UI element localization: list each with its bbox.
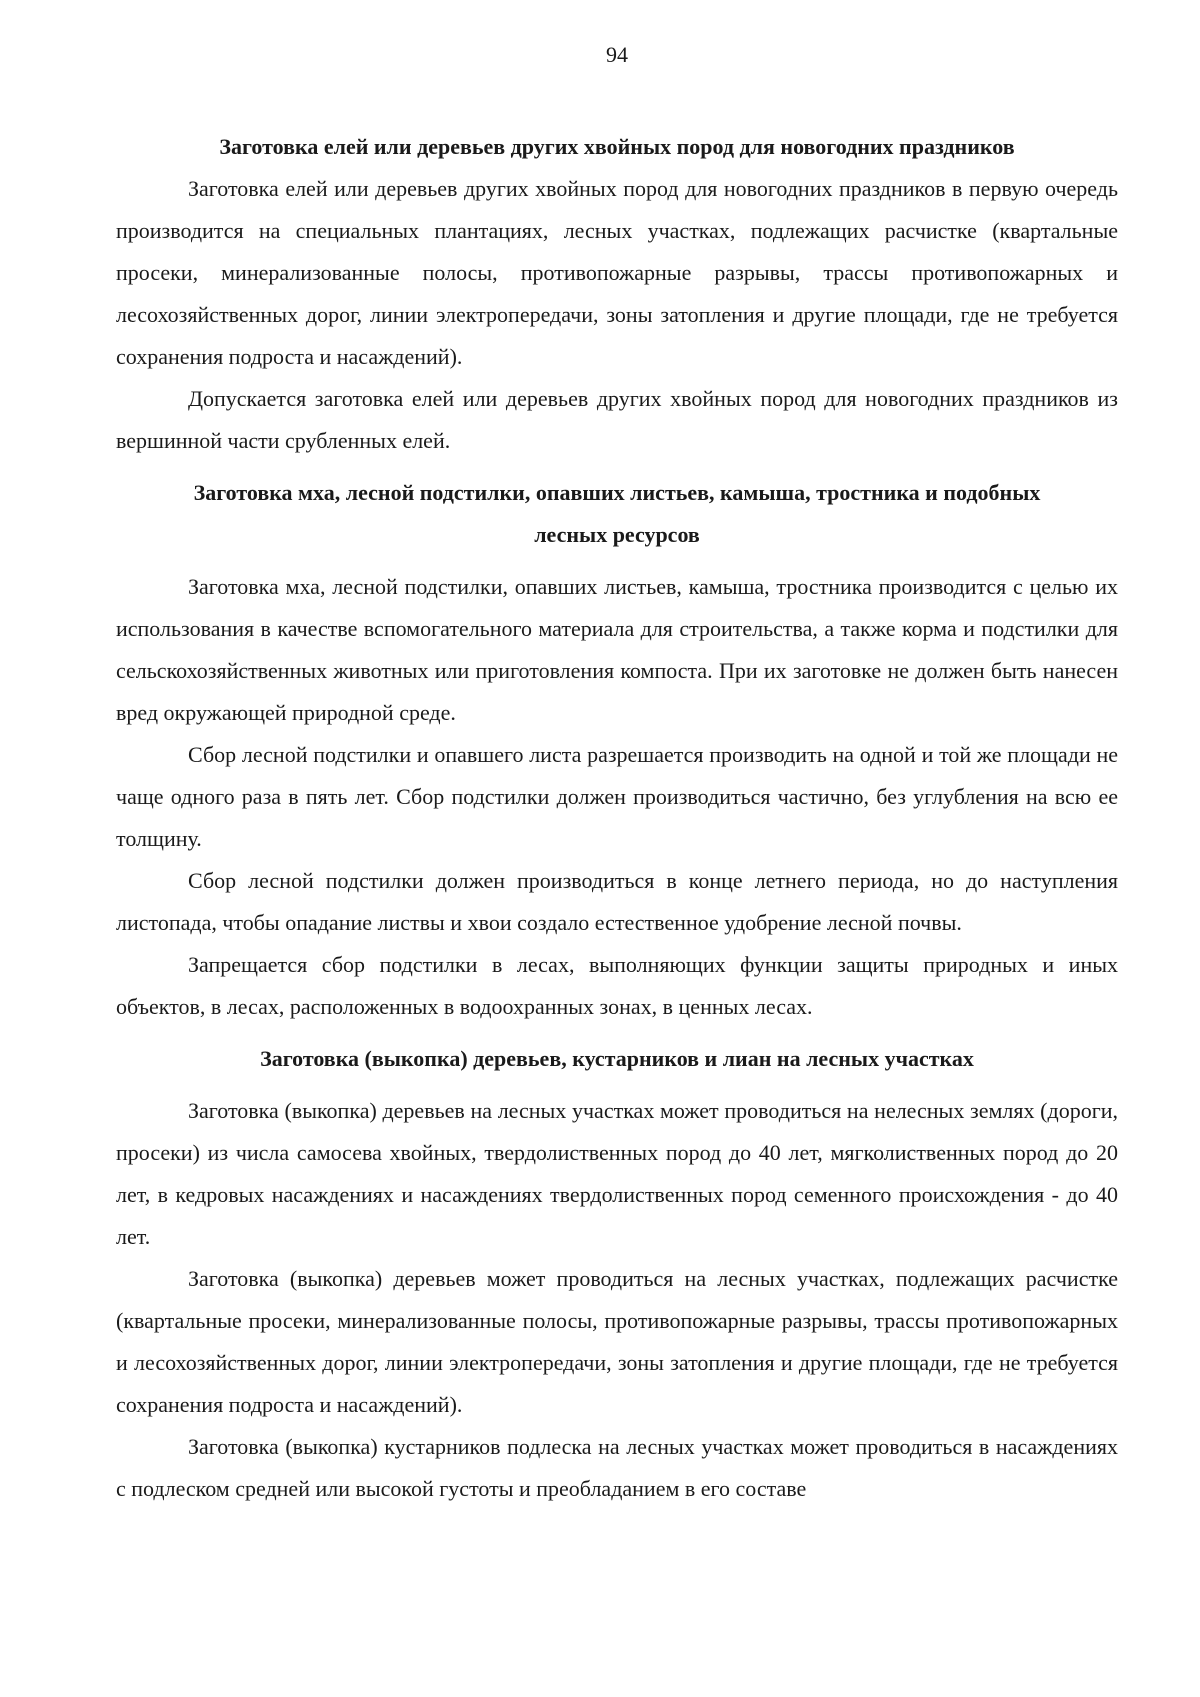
section-heading: Заготовка (выкопка) деревьев, кустарников и лиан на лесных участках xyxy=(260,1046,974,1071)
paragraph: Сбор лесной подстилки и опавшего листа разрешается производить на одной и той же площади не чаще одного раза в пять лет. Сбор подстилки должен производиться частично, без углубления на всю ее толщину. xyxy=(116,742,1118,851)
paragraph: Заготовка (выкопка) деревьев на лесных участках может проводиться на нелесных землях (дороги, просеки) из числа самосева хвойных, твердолиственных пород до 40 лет, мягколиственных пород до 20 лет, в кедровых насаждениях и насаждениях твердолиственных пород семенного происхождения - до 40 лет. xyxy=(116,1098,1118,1249)
paragraph: Заготовка елей или деревьев других хвойных пород для новогодних праздников в первую очередь производится на специальных плантациях, лесных участках, подлежащих расчистке (квартальные просеки, минерализованные полосы, противопожарные разрывы, трассы противопожарных и лесохозяйственных дорог, линии электропередачи, зоны затопления и другие площади, где не требуется сохранения подроста и насаждений). xyxy=(116,176,1118,369)
paragraph: Сбор лесной подстилки должен производиться в конце летнего периода, но до наступления листопада, чтобы опадание листвы и хвои создало естественное удобрение лесной почвы. xyxy=(116,868,1118,935)
paragraph: Допускается заготовка елей или деревьев других хвойных пород для новогодних праздников из вершинной части срубленных елей. xyxy=(116,386,1118,453)
document-body xyxy=(116,126,1118,1510)
page-number: 94 xyxy=(606,42,628,67)
paragraph: Заготовка (выкопка) кустарников подлеска на лесных участках может проводиться в насаждениях с подлеском средней или высокой густоты и преобладанием в его составе xyxy=(116,1434,1118,1501)
paragraph: Заготовка (выкопка) деревьев может проводиться на лесных участках, подлежащих расчистке (квартальные просеки, минерализованные полосы, противопожарные разрывы, трассы противопожарных и лесохозяйственных дорог, линии электропередачи, зоны затопления и другие площади, где не требуется сохранения подроста и насаждений). xyxy=(116,1266,1118,1417)
paragraph: Запрещается сбор подстилки в лесах, выполняющих функции защиты природных и иных объектов, в лесах, расположенных в водоохранных зонах, в ценных лесах. xyxy=(116,952,1118,1019)
section-heading: Заготовка елей или деревьев других хвойных пород для новогодних праздников xyxy=(219,134,1015,159)
paragraph: Заготовка мха, лесной подстилки, опавших листьев, камыша, тростника производится с целью их использования в качестве вспомогательного материала для строительства, а также корма и подстилки для сельскохозяйственных животных или приготовления компоста. При их заготовке не должен быть нанесен вред окружающей природной среде. xyxy=(116,574,1118,725)
section-heading: Заготовка мха, лесной подстилки, опавших листьев, камыша, тростника и подобных лесных ресурсов xyxy=(193,480,1041,547)
